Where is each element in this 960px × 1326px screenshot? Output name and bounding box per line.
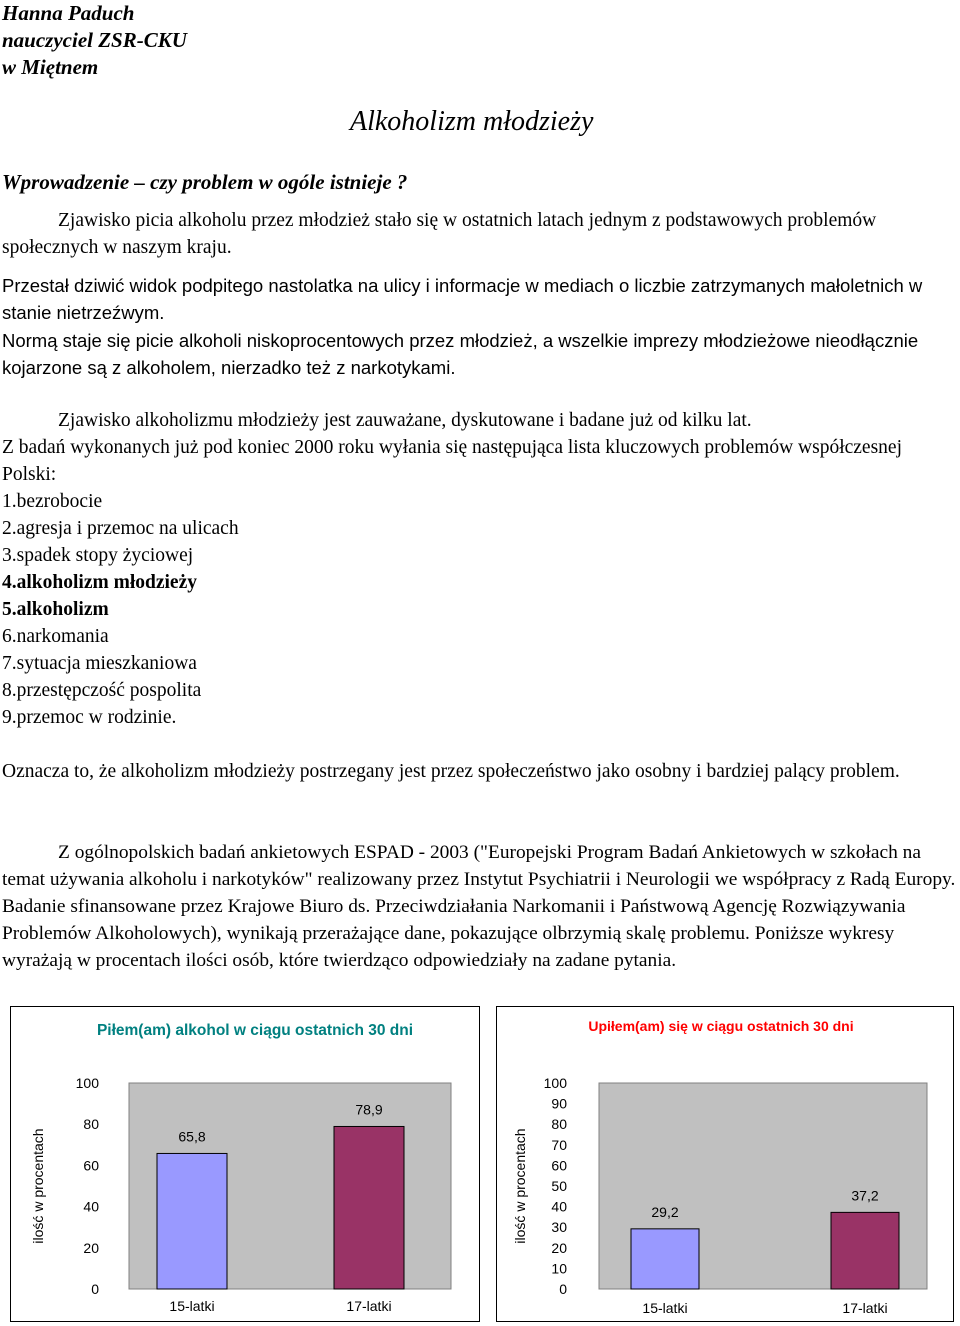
section-heading: Wprowadzenie – czy problem w ogóle istnieje ? (2, 170, 408, 194)
paragraph-4: Zjawisko alkoholizmu młodzieży jest zauważane, dyskutowane i badane już od kilku lat. (58, 410, 752, 431)
data-label: 65,8 (178, 1128, 206, 1145)
y-tick-label: 90 (551, 1095, 567, 1112)
author-block (2, 0, 187, 81)
chart-drank-alcohol (10, 1006, 480, 1322)
paragraph-3: Normą staje się picie alkoholi niskoprocentowych przez młodzież, a wszelkie imprezy młodzieżowe nieodłącznie kojarzone są z alkoholem, nierzadko też z narkotykami. (2, 330, 919, 378)
list-item: 2.agresja i przemoc na ulicach (2, 518, 239, 539)
paragraph-2: Przestał dziwić widok podpitego nastolatka na ulicy i informacje w mediach o liczbie zatrzymanych małoletnich w stanie nietrzeźwym. (2, 275, 923, 323)
y-tick-label: 50 (551, 1178, 567, 1194)
y-tick-label: 100 (75, 1075, 99, 1091)
x-tick-label: 15-latki (169, 1298, 215, 1314)
y-tick-label: 80 (551, 1116, 567, 1133)
y-tick-label: 40 (551, 1198, 567, 1215)
data-label: 78,9 (355, 1101, 383, 1118)
x-tick-label: 17-latki (842, 1300, 888, 1316)
x-tick-label: 17-latki (346, 1298, 392, 1314)
list-item: 6.narkomania (2, 626, 109, 647)
y-tick-label: 20 (83, 1239, 99, 1256)
data-label: 29,2 (651, 1203, 679, 1220)
chart-drank-alcohol-svg (11, 1007, 479, 1321)
paragraph-7: Z ogólnopolskich badań ankietowych ESPAD - 2003 ("Europejski Program Badań Ankietowych w szkołach na temat używania alkoholu i narkotyków" realizowany przez Instytut Psychiatrii i Neurologii we współpracy z Radą Europy. Badanie sfinansowane przez Krajowe Biuro ds. Przeciwdziałania Narkomanii i Państwową Agencję Rozwiązywania Problemów Alkoholowych), wynikają przerażające dane, pokazujące olbrzymią skalę problemu. Poniższe wykresy wyrażają w procentach ilości osób, które twierdząco odpowiedziały na zadane pytania. (2, 842, 956, 971)
chart-title: Upiłem(am) się w ciągu ostatnich 30 dni (588, 1018, 854, 1034)
y-tick-label: 10 (551, 1260, 567, 1277)
list-item: 8.przestępczość pospolita (2, 680, 202, 701)
y-tick-label: 70 (551, 1136, 567, 1153)
x-tick-label: 15-latki (642, 1300, 688, 1316)
y-axis-label: ilość w procentach (30, 1128, 46, 1244)
list-item: 7.sytuacja mieszkaniowa (2, 653, 197, 674)
author-place: w Miętnem (2, 55, 99, 79)
y-tick-label: 60 (551, 1157, 567, 1174)
y-tick-label: 0 (91, 1281, 99, 1297)
chart-got-drunk (496, 1006, 954, 1322)
author-role: nauczyciel ZSR-CKU (2, 28, 187, 52)
list-item: 4.alkoholizm młodzieży (2, 572, 197, 593)
paragraph-6: Oznacza to, że alkoholizm młodzieży postrzegany jest przez społeczeństwo jako osobny i bardziej palący problem. (2, 761, 900, 782)
bar (334, 1126, 404, 1289)
list-item: 5.alkoholizm (2, 599, 109, 620)
y-tick-label: 20 (551, 1239, 567, 1256)
y-tick-label: 0 (559, 1281, 567, 1297)
chart-title: Piłem(am) alkohol w ciągu ostatnich 30 dni (96, 1022, 414, 1039)
chart-got-drunk-svg (497, 1007, 953, 1321)
bar (831, 1212, 899, 1289)
y-tick-label: 100 (543, 1075, 567, 1091)
list-item: 9.przemoc w rodzinie. (2, 707, 177, 728)
y-axis-label: ilość w procentach (512, 1128, 528, 1244)
list-item: 1.bezrobocie (2, 491, 103, 512)
author-name: Hanna Paduch (2, 1, 135, 25)
paragraph-1: Zjawisko picia alkoholu przez młodzież stało się w ostatnich latach jednym z podstawowych problemów społecznych w naszym kraju. (2, 210, 877, 258)
paragraph-5: Z badań wykonanych już pod koniec 2000 roku wyłania się następująca lista kluczowych problemów współczesnej Polski: (2, 437, 902, 485)
list-item: 3.spadek stopy życiowej (2, 545, 194, 566)
bar (631, 1229, 699, 1289)
data-label: 37,2 (851, 1187, 879, 1204)
y-tick-label: 40 (83, 1198, 99, 1215)
y-tick-label: 60 (83, 1157, 99, 1174)
bar (157, 1153, 227, 1289)
y-tick-label: 30 (551, 1219, 567, 1236)
problems-list (2, 488, 239, 731)
document-title: Alkoholizm młodzieży (350, 106, 594, 137)
y-tick-label: 80 (83, 1116, 99, 1133)
